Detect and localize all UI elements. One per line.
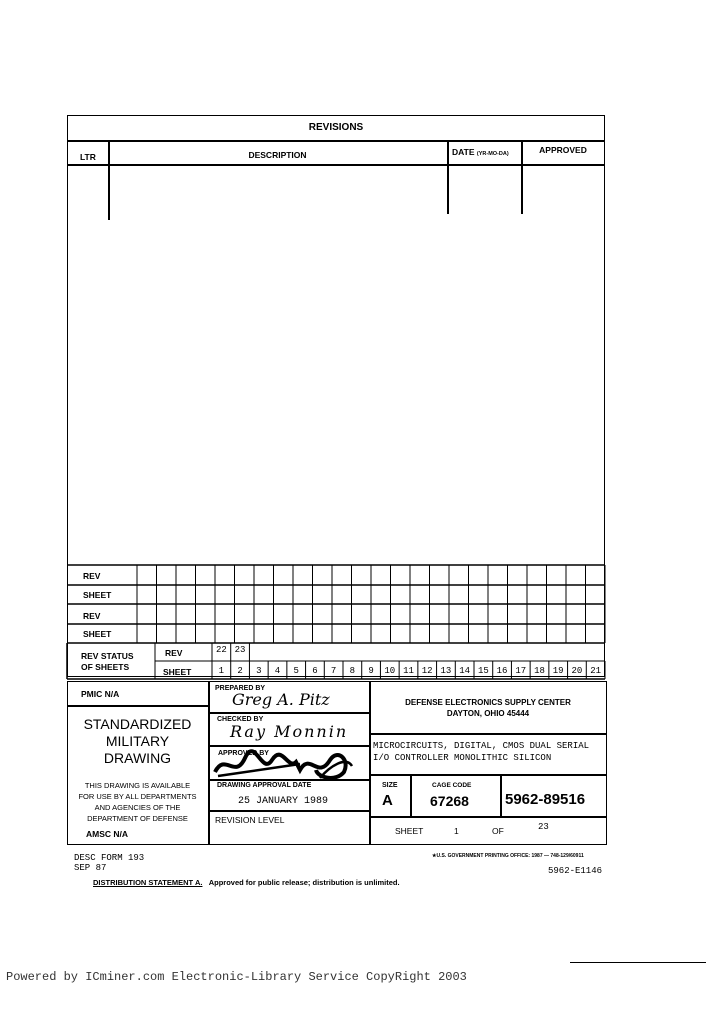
sheet-number: 7 [330, 666, 337, 676]
form-line2: SEP 87 [74, 863, 107, 873]
cage-code-label: CAGE CODE [432, 782, 472, 789]
sheet-number: 19 [552, 666, 564, 676]
std-line1: STANDARDIZED [83, 716, 192, 732]
sheet-number: 1 [218, 666, 225, 676]
sheet-number: 5 [293, 666, 299, 676]
sheet-number: 16 [496, 666, 508, 676]
grid-row-label-sheet-1: SHEET [83, 590, 112, 600]
checked-by-label: CHECKED BY [217, 716, 264, 723]
sheet-number: 2 [237, 666, 243, 676]
issuing-center [369, 697, 607, 719]
sheet-number: 18 [534, 666, 545, 676]
form-line1: DESC FORM 193 [74, 853, 145, 863]
sheet-number: 3 [256, 666, 262, 676]
amsc-label: AMSC N/A [86, 829, 129, 839]
drawing-title [373, 740, 589, 764]
revisions-title: REVISIONS [308, 122, 364, 133]
of-label: OF [492, 826, 504, 836]
avail-line1: THIS DRAWING IS AVAILABLE [84, 781, 191, 790]
sheet-label: SHEET [395, 826, 424, 836]
sheet-number: 9 [368, 666, 374, 676]
divider [570, 962, 706, 963]
rev-status-line2: OF SHEETS [81, 662, 130, 672]
sheet-number: 8 [349, 666, 356, 676]
approval-date-label: DRAWING APPROVAL DATE [217, 782, 312, 789]
sheet-number: 15 [477, 666, 489, 676]
grid-row-label-rev-2: REV [83, 611, 101, 621]
prepared-signature: Greg A. Pitz [232, 690, 330, 709]
document-code: 5962-E1146 [548, 866, 603, 876]
sheet-number: 11 [403, 666, 414, 676]
status-sheet-label: SHEET [163, 667, 192, 677]
sheet-number: 13 [440, 666, 452, 676]
size-label: SIZE [382, 782, 398, 789]
sheet-number: 17 [515, 666, 527, 676]
rev-status-line1: REV STATUS [81, 651, 134, 661]
prepared-by-label: PREPARED BY [215, 685, 266, 692]
date-header-label: DATE [452, 147, 475, 157]
sheet-number: 10 [384, 666, 396, 676]
sheet-number: 20 [571, 666, 583, 676]
sheet-number: 6 [312, 666, 318, 676]
approval-date: 25 JANUARY 1989 [238, 796, 329, 807]
date-format: (YR-MO-DA) [476, 151, 509, 157]
pmic-label: PMIC N/A [81, 689, 120, 699]
std-line2: MILITARY [105, 733, 170, 749]
distribution-text: Approved for public release; distribution is unlimited. [208, 878, 400, 887]
center-line2: DAYTON, OHIO 45444 [446, 709, 530, 718]
description-header: DESCRIPTION [248, 150, 307, 160]
cage-code-value: 67268 [430, 793, 469, 809]
title-line1: MICROCIRCUITS, DIGITAL, CMOS DUAL SERIAL [373, 741, 590, 751]
avail-line3: AND AGENCIES OF THE [94, 803, 181, 812]
form-number [74, 853, 144, 873]
checked-signature: Ray Monnin [230, 722, 349, 741]
drawing-number: 5962-89516 [505, 791, 586, 808]
avail-line4: DEPARTMENT OF DEFENSE [87, 814, 188, 823]
revision-level-label: REVISION LEVEL [215, 815, 285, 825]
approved-by-label: APPROVED BY [218, 750, 269, 757]
status-rev-label: REV [165, 648, 183, 658]
sheet-number: 21 [590, 666, 602, 676]
center-line1: DEFENSE ELECTRONICS SUPPLY CENTER [405, 698, 571, 707]
distribution-statement [93, 878, 400, 887]
ltr-header: LTR [80, 152, 96, 162]
of-value: 23 [538, 822, 549, 832]
title-line2: I/O CONTROLLER MONOLITHIC SILICON [373, 753, 552, 763]
sheet-number: 14 [459, 666, 471, 676]
upper-sheet-number: 22 [215, 645, 227, 655]
std-line3: DRAWING [103, 750, 172, 766]
distribution-label: DISTRIBUTION STATEMENT A. [93, 878, 203, 887]
grid-row-label-rev-1: REV [83, 571, 101, 581]
sheet-number: 4 [274, 666, 281, 676]
upper-sheet-number: 23 [234, 645, 246, 655]
grid-row-label-sheet-2: SHEET [83, 629, 112, 639]
approved-header: APPROVED [539, 145, 587, 155]
sheet-value: 1 [454, 826, 459, 836]
sheet-number: 12 [421, 666, 433, 676]
size-value: A [382, 792, 393, 809]
powered-by-notice: Powered by ICminer.com Electronic-Library Service CopyRight 2003 [6, 970, 467, 984]
gpo-imprint: ★U.S. GOVERNMENT PRINTING OFFICE: 1987 — 748-129/60911 [432, 853, 584, 859]
avail-line2: FOR USE BY ALL DEPARTMENTS [78, 792, 197, 801]
